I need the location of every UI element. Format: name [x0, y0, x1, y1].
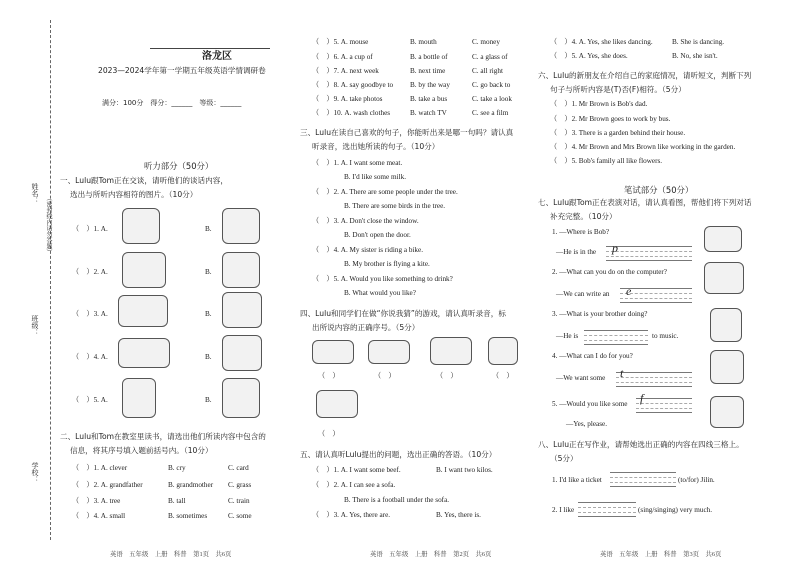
q7-instruction: 七、Lulu跟Tom正在表演对话，请认真看图，帮他们将下列对话 — [538, 198, 752, 207]
boy-playing-basketball-image — [122, 208, 160, 244]
q7-answer-prefix: —We want some — [556, 374, 606, 382]
q2-item: （ ）9. A. take photos — [312, 95, 383, 103]
q6-instruction-2: 句子与所听内容是(T)否(F)相符。（5分） — [550, 85, 686, 94]
q6-instruction: 六、Lulu的新朋友在介绍自己的家庭情况，请听短文，判断下列 — [538, 71, 752, 80]
q1-item-3-b: B. — [205, 310, 212, 318]
table-image — [118, 295, 168, 327]
q4-blank: （ ） — [318, 430, 340, 438]
four-line-grid[interactable] — [606, 241, 692, 261]
q1-instruction-2: 选出与所听内容相符的图片。（10分） — [70, 190, 198, 199]
footer-page-2: 英语 五年级 上册 科普 第2页 共6页 — [370, 551, 492, 558]
q8-item-options: (to/for) Jilin. — [678, 476, 715, 484]
q2-item-c: C. a glass of — [472, 53, 508, 61]
seal-line — [50, 20, 51, 540]
boy-playing-football-image — [222, 208, 260, 244]
q1-item-4: （ ）4. A. — [72, 353, 108, 361]
seal-note: （密封线内请勿答题） — [45, 195, 52, 255]
q2-item-b: B. mouth — [410, 38, 437, 46]
q7-answer-prefix: —Yes, please. — [566, 420, 607, 428]
q2-item-c: C. train — [228, 497, 250, 505]
writing-title: 笔试部分（50分） — [624, 185, 694, 195]
q3-item-b: B. What would you like? — [344, 289, 416, 297]
four-line-grid[interactable] — [578, 502, 636, 517]
hamburgers-image — [118, 338, 170, 368]
q3-item-a: （ ）4. A. My sister is riding a bike. — [312, 246, 423, 254]
hint-letter: p — [612, 241, 618, 255]
fish-dish-image — [710, 396, 744, 428]
q2-item-c: C. some — [228, 512, 252, 520]
q3-item-a: （ ）2. A. There are some people under the tree. — [312, 188, 458, 196]
people-park-image — [368, 340, 410, 364]
q1-item-5: （ ）5. A. — [72, 396, 108, 404]
roast-chicken-image — [316, 390, 358, 418]
listening-title: 听力部分（50分） — [144, 161, 214, 171]
q5-item-b: B. Yes, there is. — [436, 511, 481, 519]
footer-page-1: 英语 五年级 上册 科普 第1页 共6页 — [110, 551, 232, 558]
q1-item-3: （ ）3. A. — [72, 310, 108, 318]
q3-item-b: B. My brother is flying a kite. — [344, 260, 430, 268]
ping-pong-image — [430, 337, 472, 365]
q2-item: （ ）7. A. next week — [312, 67, 379, 75]
name-label: 姓名： — [31, 183, 39, 204]
q5-item-a: （ ）1. A. I want some beef. — [312, 466, 401, 474]
q5-item-a: （ ）2. A. I can see a sofa. — [312, 481, 396, 489]
title-rule — [150, 48, 270, 49]
q2-item-b: B. a bottle of — [410, 53, 448, 61]
q7-answer-prefix: —He is — [556, 332, 579, 340]
person-image — [488, 337, 518, 365]
class-label: 班级： — [31, 315, 39, 336]
q6-item: （ ）4. Mr Brown and Mrs Brown like working in the garden. — [550, 143, 736, 151]
q8-item-prefix: 2. I like — [552, 506, 575, 514]
q4-instruction-2: 出所说内容的正确序号。（5分） — [312, 323, 420, 332]
q2-item: （ ）8. A. say goodbye to — [312, 81, 394, 89]
q3-item-a: （ ）3. A. Don't close the window. — [312, 217, 419, 225]
q1-item-2: （ ）2. A. — [72, 268, 108, 276]
q7-question: 3. —What is your brother doing? — [552, 310, 648, 318]
q4-blank: （ ） — [318, 372, 340, 380]
q1-instruction: 一、Lulu跟Tom正在交谈，请听他们的谈话内容， — [60, 176, 228, 185]
q1-item-1: （ ）1. A. — [72, 225, 108, 233]
q5-instruction: 五、请认真听Lulu提出的问题，选出正确的答语。（10分） — [300, 450, 497, 459]
q7-question: 5. —Would you like some — [552, 400, 628, 408]
q2-item: （ ）4. A. small — [72, 512, 126, 520]
exam-title: 2023—2024学年第一学期五年级英语学情调研卷 — [98, 66, 266, 75]
q7-answer-suffix: to music. — [652, 332, 679, 340]
q2-item: （ ）10. A. wash clothes — [312, 109, 391, 117]
computer-image — [704, 262, 744, 294]
q2-item: （ ）3. A. tree — [72, 497, 121, 505]
birthday-cake-image — [222, 378, 260, 418]
q8-instruction: 八、Lulu正在写作业，请帮她选出正确的内容在四线三格上。 — [538, 440, 744, 449]
q6-item: （ ）1. Mr Brown is Bob's dad. — [550, 100, 648, 108]
q2-instruction: 二、Lulu和Tom在教室里读书，请选出他们所读内容中包含的 — [60, 432, 266, 441]
q2-item: （ ）1. A. clever — [72, 464, 128, 472]
q3-item-b: B. Don't open the door. — [344, 231, 411, 239]
q7-question: 1. —Where is Bob? — [552, 228, 610, 236]
q3-item-b: B. There are some birds in the tree. — [344, 202, 446, 210]
q5-item-b: B. I want two kilos. — [436, 466, 493, 474]
q8-item-prefix: 1. I'd like a ticket — [552, 476, 602, 484]
q7-question: 4. —What can I do for you? — [552, 352, 633, 360]
q2-item-c: C. all right — [472, 67, 503, 75]
q2-item-b: B. sometimes — [168, 512, 208, 520]
q2-item-b: B. take a bus — [410, 95, 448, 103]
q2-item-c: C. grass — [228, 481, 252, 489]
footer-page-3: 英语 五年级 上册 科普 第3页 共6页 — [600, 551, 722, 558]
q2-item: （ ）5. A. mouse — [312, 38, 369, 46]
park-image — [704, 226, 742, 252]
four-line-grid[interactable] — [610, 472, 676, 487]
four-line-grid[interactable] — [616, 372, 692, 387]
four-line-grid[interactable] — [584, 330, 648, 345]
q5-item-a: （ ）4. A. Yes, she likes dancing. — [550, 38, 653, 46]
q3-instruction: 三、Lulu在读自己喜欢的句子，你能听出来是哪一句吗？请认真 — [300, 128, 514, 137]
hint-letter: t — [620, 366, 624, 380]
q2-item: （ ）6. A. a cup of — [312, 53, 373, 61]
girl-skipping-image — [222, 252, 260, 288]
q2-item-b: B. cry — [168, 464, 186, 472]
q2-item: （ ）2. A. grandfather — [72, 481, 143, 489]
q6-item: （ ）2. Mr Brown goes to work by bus. — [550, 115, 671, 123]
q6-item: （ ）5. Bob's family all like flowers. — [550, 157, 663, 165]
q5-item-a: （ ）3. A. Yes, there are. — [312, 511, 391, 519]
q1-item-5-b: B. — [205, 396, 212, 404]
q2-item-b: B. by the way — [410, 81, 450, 89]
q2-item-c: C. card — [228, 464, 249, 472]
q8-item-options: (sing/singing) very much. — [638, 506, 713, 514]
q2-item-c: C. see a film — [472, 109, 509, 117]
q6-item: （ ）3. There is a garden behind their house. — [550, 129, 686, 137]
q1-item-1-b: B. — [205, 225, 212, 233]
q4-instruction: 四、Lulu和同学们在做“你说我猜”的游戏，请认真听录音，标 — [300, 309, 506, 318]
noodles-bowl-image — [122, 252, 166, 288]
q2-item-b: B. next time — [410, 67, 446, 75]
q1-item-2-b: B. — [205, 268, 212, 276]
q5-item-b: B. There is a football under the sofa. — [344, 496, 450, 504]
q2-instruction-2: 信息，将其序号填入题前括号内。（10分） — [70, 446, 213, 455]
q2-item-c: C. go back to — [472, 81, 511, 89]
q1-item-4-b: B. — [205, 353, 212, 361]
lunch-box-image — [222, 292, 262, 328]
q4-blank: （ ） — [436, 372, 458, 380]
score-line: 满分：100分 得分：______ 等级：______ — [102, 99, 242, 107]
q2-item-b: B. tall — [168, 497, 186, 505]
q5-item-a: （ ）5. A. Yes, she does. — [550, 52, 628, 60]
q3-item-b: B. I'd like some milk. — [344, 173, 406, 181]
school-label: 学校： — [31, 462, 39, 483]
boy-listening-music-image — [710, 308, 742, 342]
q5-item-b: B. No, she isn't. — [672, 52, 718, 60]
q2-item-b: B. grandmother — [168, 481, 214, 489]
q7-answer-prefix: —He is in the — [556, 248, 597, 256]
ice-cream-image — [122, 378, 156, 418]
q4-blank: （ ） — [492, 372, 514, 380]
q5-item-b: B. She is dancing. — [672, 38, 725, 46]
q2-item-c: C. money — [472, 38, 500, 46]
q4-blank: （ ） — [374, 372, 396, 380]
district-title: 洛龙区 — [202, 51, 232, 62]
q3-item-a: （ ）5. A. Would you like something to drink? — [312, 275, 453, 283]
q7-question: 2. —What can you do on the computer? — [552, 268, 667, 276]
q8-instruction-2: （5分） — [550, 454, 578, 463]
tomatoes-box-image — [710, 350, 744, 384]
four-line-grid[interactable] — [636, 398, 692, 413]
q2-item-c: C. take a look — [472, 95, 512, 103]
sandwiches-image — [222, 335, 262, 371]
q7-answer-prefix: —We can write an — [556, 290, 610, 298]
hint-letter: e — [626, 284, 632, 298]
q3-item-a: （ ）1. A. I want some meat. — [312, 159, 403, 167]
q2-item-b: B. watch TV — [410, 109, 447, 117]
bread-image — [312, 340, 354, 364]
hint-letter: f — [640, 391, 644, 405]
q7-instruction-2: 补充完整。（10分） — [550, 212, 617, 221]
q3-instruction-2: 听录音，选出她所读的句子。（10分） — [312, 142, 440, 151]
